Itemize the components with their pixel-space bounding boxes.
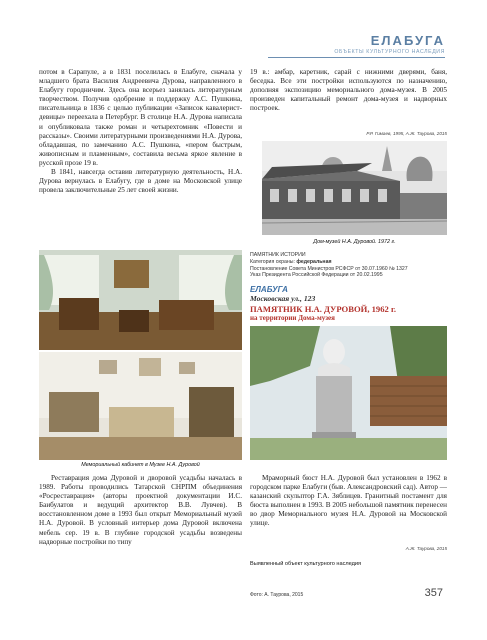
street-address: Московская ул., 123 — [250, 294, 316, 303]
interior-photo-bottom — [39, 352, 242, 460]
protection-info — [250, 252, 450, 279]
header-rule — [268, 57, 445, 58]
bust-illustration — [250, 326, 447, 460]
photo-credit-footer: Фото: А. Таурова, 2015 — [250, 592, 304, 598]
paragraph: Реставрация дома Дуровой и дворовой усадьбы началась в 1989. Работы проводились Татарской СНРПМ объединения «Росреставрация» (авторы проектной документации И.С. Баибулатов и ведущий архитектор В.В. Лувчев). В восстановленном доме в 1993 был открыт Мемориальный музей Н.А. Дуровой. В условный интерьер дома Дуровой включена мебель сер. 19 в. В глубине городской усадьбы возведены надворные постройки по типу — [39, 474, 242, 546]
decree-line: Постановление Совета Министров РСФСР от 30.07.1960 № 1327 — [250, 265, 408, 272]
decree-line: Указ Президента Российской Федерации от 20.02.1995 — [250, 272, 383, 279]
monument-title: ПАМЯТНИК Н.А. ДУРОВОЙ, 1962 г. — [250, 304, 397, 314]
city-label: ЕЛАБУГА — [250, 285, 288, 294]
page-number: 357 — [424, 587, 443, 599]
bottom-left-text — [39, 474, 242, 547]
right-top-text — [250, 68, 447, 113]
monument-photo — [250, 326, 447, 460]
interior-illustration — [39, 352, 242, 460]
paragraph: 19 в.: амбар, каретник, сарай с нижними дверями, баня, беседка. Все эти постройки используются по назначению, дополняя экспозицию мемориального дома-музея. В 2005 произведен капитальный ремонт дома-музея и надворных построек. — [250, 68, 447, 113]
monument-header — [250, 285, 450, 322]
protection-category-value: федеральная — [296, 258, 332, 265]
interior-illustration — [39, 250, 242, 350]
identified-object-label: Выявленный объект культурного наследия — [250, 561, 362, 567]
author-credit: А.Ж. Таурова, 2015 — [405, 546, 447, 551]
left-column-text — [39, 68, 242, 195]
bottom-right-text — [250, 474, 447, 529]
house-illustration — [262, 141, 447, 235]
protection-category — [250, 259, 450, 266]
protection-category-label: Категория охраны: — [250, 258, 297, 265]
house-photo-caption: Дом-музей Н.А. Дуровой. 1972 г. — [313, 239, 396, 245]
author-credit: Р.Р. Гимаев, 1995, А.Ж. Таурова, 2015 — [366, 131, 447, 136]
paragraph: потом в Сарапуле, а в 1831 поселилась в Елабуге, сначала у младшего брата Василия Андреевича Дурова, направленного в Елабугу городничим. Здесь она всерьез занялась литературным творчеством. Получив одобрение и поддержку А.С. Пушкина, писательница в 1836 с целью публикации «Записок кавалерист-девицы» переехала в Петербург. В столице Н.А. Дурова написала и опубликовала также роман и четырехтомник «Повести и рассказы». Своими литературными произведениями Н.А. Дурова, обладавшая, по замечанию А.С. Пушкина, «пером быстрым, живописным и пламенным», составила весьма яркое явление в русской прозе 19 в. — [39, 68, 242, 167]
paragraph: Мраморный бюст Н.А. Дуровой был установлен в 1962 в городском парке Елабуги (быв. Александровский сад). Автор — казанский скульптор Г.А. Зяблицев. Гранитный постамент для бюста выполнен в 1993. В 2005 небольшой памятник перенесен во двор Мемориального музея Н.А. Дуровой на Московской улице. — [250, 474, 447, 528]
paragraph: В 1841, навсегда оставив литературную деятельность, Н.А. Дурова вернулась в Елабугу, где в доме на Московской улице провела заключительные 25 лет своей жизни. — [39, 168, 242, 195]
house-photo — [262, 141, 447, 235]
interior-photo-top — [39, 250, 242, 350]
section-title: ЕЛАБУГА — [370, 33, 445, 48]
heritage-type-label: ПАМЯТНИК ИСТОРИИ — [250, 252, 306, 258]
interior-photo-caption: Мемориальный кабинет в Музее Н.А. Дуровой — [81, 462, 200, 468]
monument-subtitle: на территории Дома-музея — [250, 314, 335, 322]
section-subtitle: ОБЪЕКТЫ КУЛЬТУРНОГО НАСЛЕДИЯ — [334, 49, 445, 55]
